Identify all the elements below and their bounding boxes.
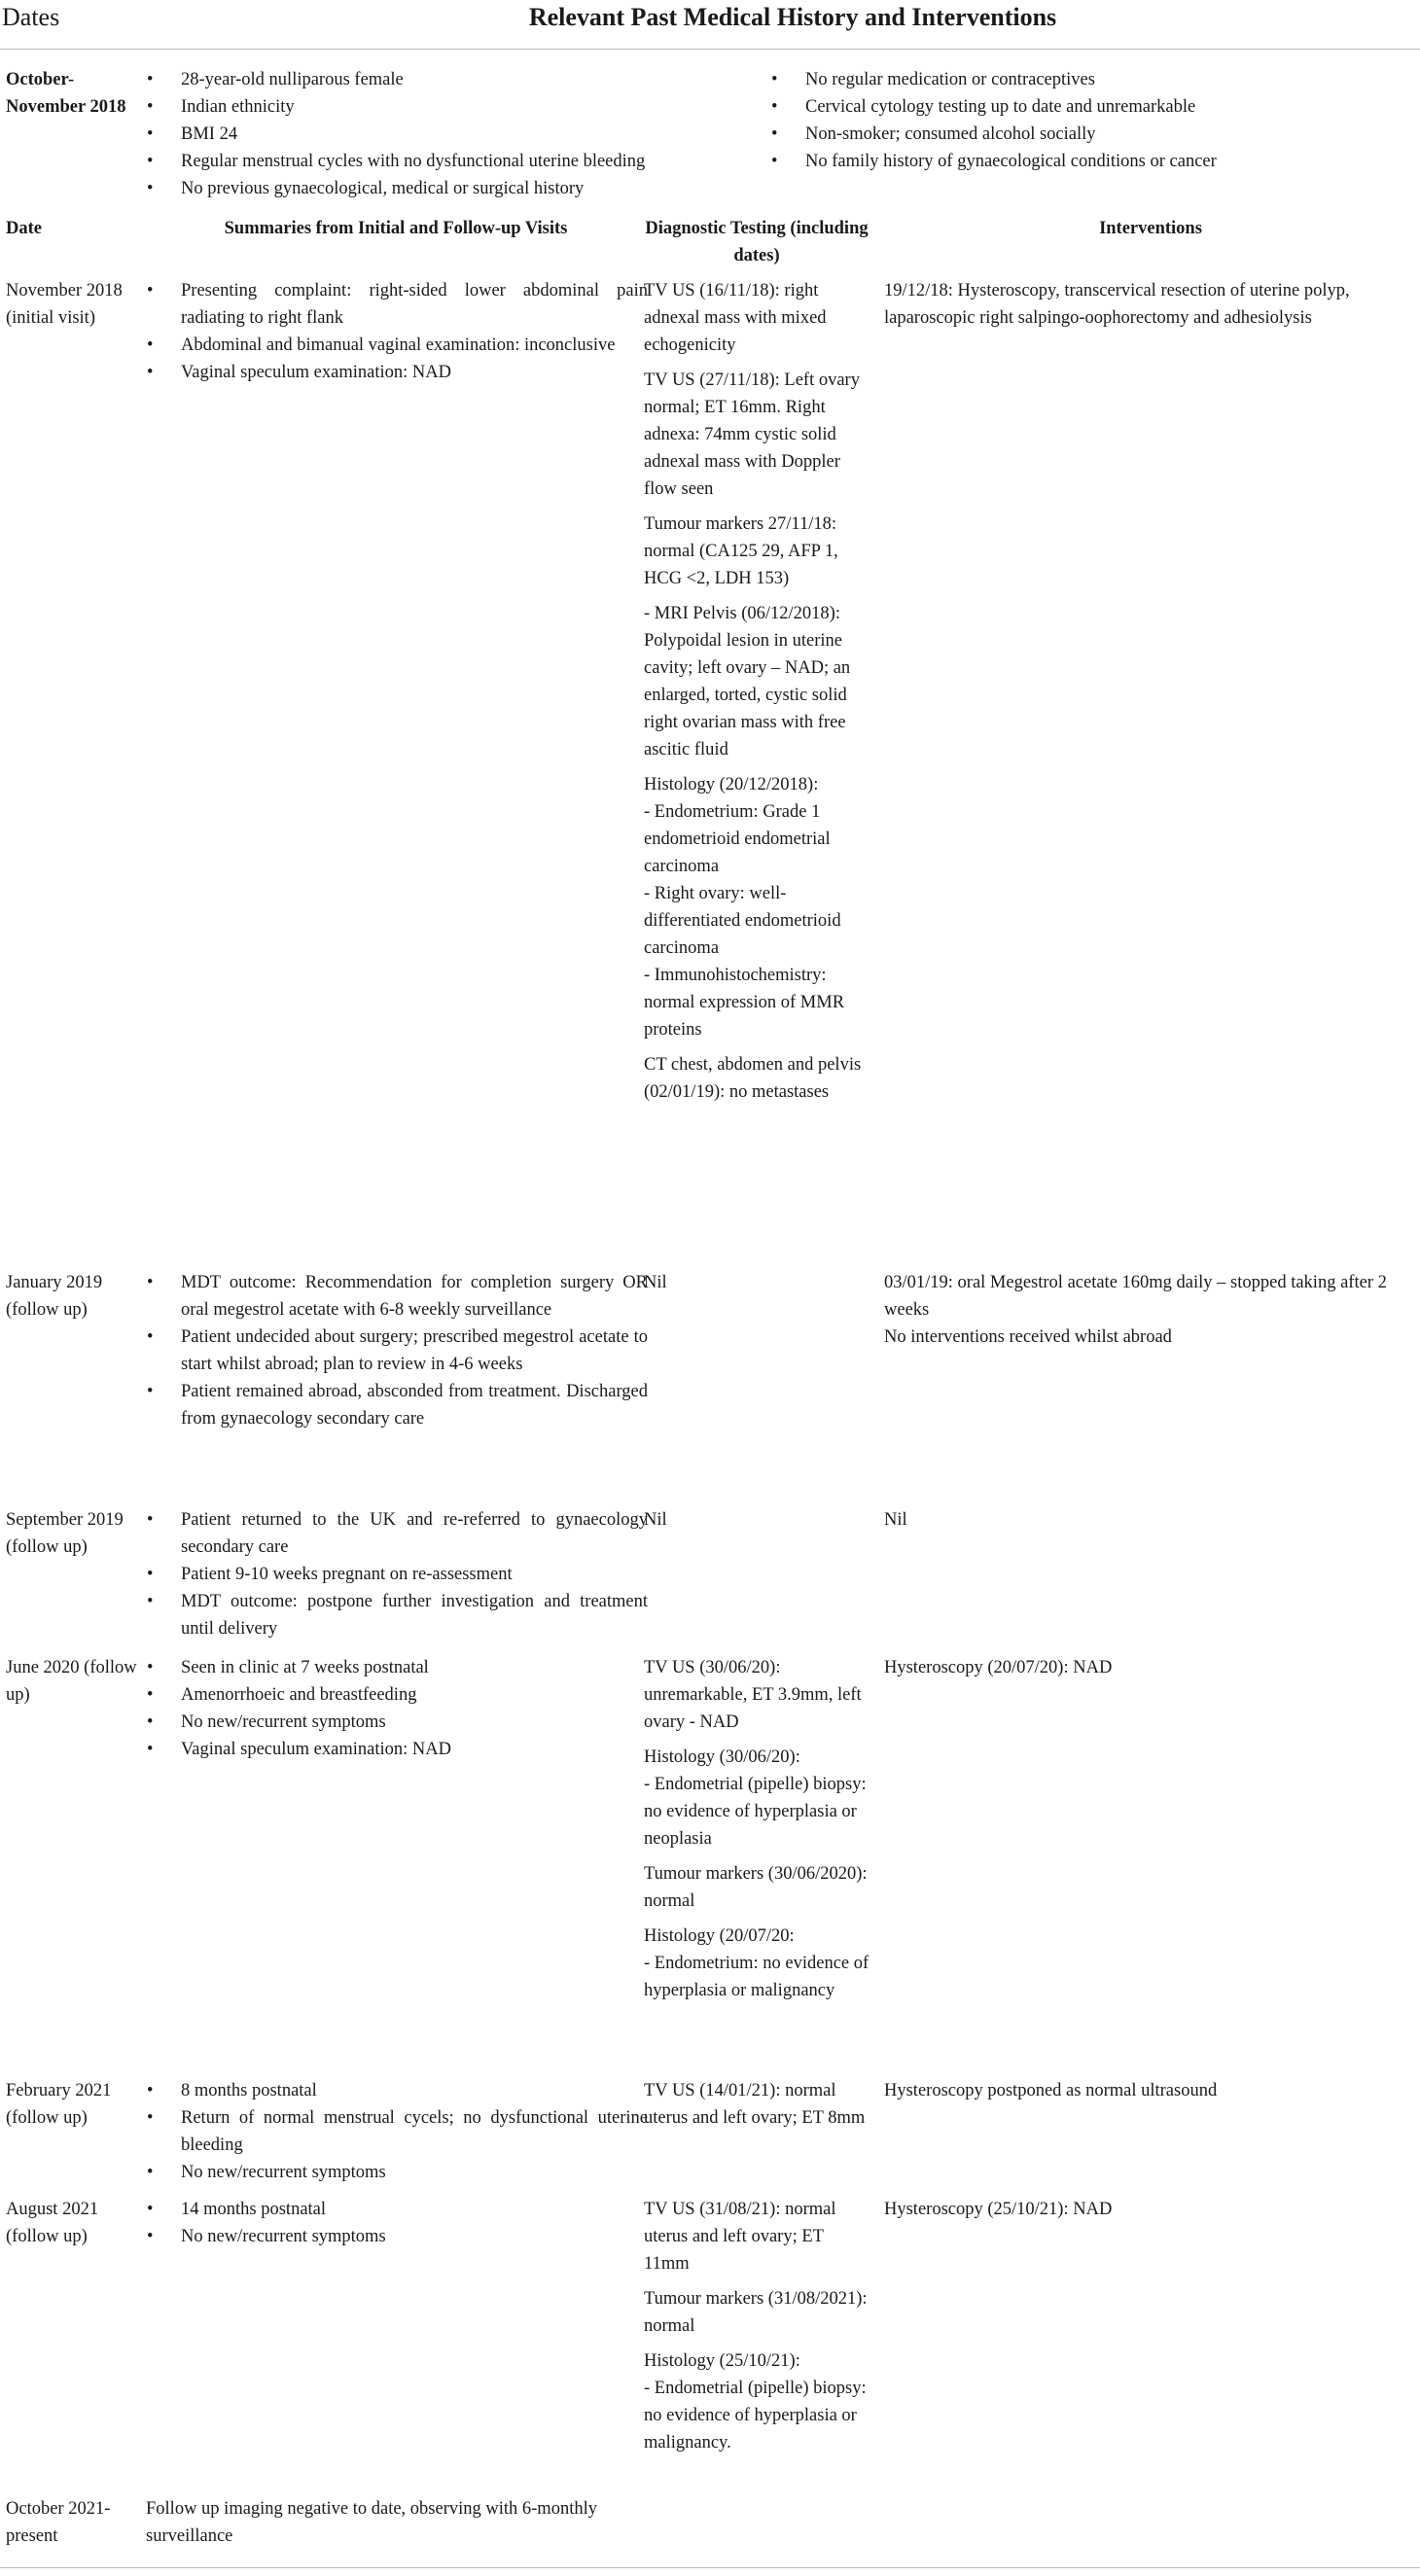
list-item: • Presenting complaint: right-sided lower abdominal pain radiating to right flank <box>144 277 648 332</box>
diagnostic-entry: Nil <box>644 1273 667 1292</box>
row-diagnostics <box>644 1654 870 2004</box>
list-item: • Return of normal menstrual cycels; no dysfunctional uterine bleeding <box>144 2104 648 2159</box>
history-list-left <box>144 66 766 202</box>
row-interventions <box>884 2196 1417 2223</box>
row-diagnostics <box>644 2077 870 2132</box>
list-item: • 14 months postnatal <box>144 2196 648 2223</box>
list-item: • Patient 9-10 weeks pregnant on re-assessment <box>144 1561 648 1588</box>
row-date: January 2019 (follow up) <box>6 1273 103 1320</box>
list-item: • Indian ethnicity <box>144 93 766 121</box>
intervention-entry: No interventions received whilst abroad <box>884 1327 1172 1347</box>
list-item: • Patient remained abroad, absconded from treatment. Discharged from gynaecology secondary care <box>144 1378 648 1432</box>
list-item: • MDT outcome: Recommendation for completion surgery OR oral megestrol acetate with 6-8 weekly surveillance <box>144 1269 648 1323</box>
list-item: • MDT outcome: postpone further investigation and treatment until delivery <box>144 1588 648 1642</box>
row-date: February 2021 (follow up) <box>6 2081 112 2128</box>
row-diagnostics <box>644 1506 870 1534</box>
list-item: • Abdominal and bimanual vaginal examination: inconclusive <box>144 332 648 359</box>
row-summaries <box>144 277 648 386</box>
diagnostic-entry: Tumour markers (31/08/2021): normal <box>644 2289 868 2336</box>
list-item: • Patient returned to the UK and re-referred to gynaecology secondary care <box>144 1506 648 1561</box>
diagnostic-entry: Nil <box>644 1510 667 1530</box>
divider <box>0 49 1420 50</box>
intervention-entry: Hysteroscopy postponed as normal ultrasound <box>884 2081 1218 2100</box>
intervention-entry: Hysteroscopy (20/07/20): NAD <box>884 1658 1113 1677</box>
row-summaries <box>144 2196 648 2250</box>
list-item: • No new/recurrent symptoms <box>144 2159 648 2186</box>
row-diagnostics <box>644 277 870 1106</box>
row-summaries <box>144 1654 648 1763</box>
list-item: • 8 months postnatal <box>144 2077 648 2104</box>
diagnostic-entry: Histology (30/06/20): - Endometrial (pipelle) biopsy: no evidence of hyperplasia or neoplasia <box>644 1747 867 1849</box>
list-item: • No new/recurrent symptoms <box>144 2223 648 2250</box>
row-interventions <box>884 1654 1417 1681</box>
column-header-date: Date <box>6 219 42 238</box>
diagnostic-entry: TV US (27/11/18): Left ovary normal; ET 16mm. Right adnexa: 74mm cystic solid adnexal mass with Doppler flow seen <box>644 371 860 499</box>
diagnostic-entry: TV US (31/08/21): normal uterus and left ovary; ET 11mm <box>644 2200 836 2274</box>
dates-heading: Dates <box>2 3 60 31</box>
history-list-right <box>768 66 1410 175</box>
row-date: June 2020 (follow up) <box>6 1658 137 1705</box>
diagnostic-entry: TV US (16/11/18): right adnexal mass with mixed echogenicity <box>644 281 827 355</box>
list-item: • 28-year-old nulliparous female <box>144 66 766 93</box>
diagnostic-entry: Histology (25/10/21): - Endometrial (pipelle) biopsy: no evidence of hyperplasia or malignancy. <box>644 2351 867 2452</box>
intervention-entry: 19/12/18: Hysteroscopy, transcervical resection of uterine polyp, laparoscopic right salpingo-oophorectomy and adhesiolysis <box>884 281 1350 328</box>
list-item: • Non-smoker; consumed alcohol socially <box>768 121 1410 148</box>
list-item: • BMI 24 <box>144 121 766 148</box>
column-header-diagnostic: Diagnostic Testing (including dates) <box>645 219 869 265</box>
row-date: September 2019 (follow up) <box>6 1510 124 1557</box>
diagnostic-entry: - MRI Pelvis (06/12/2018): Polypoidal lesion in uterine cavity; left ovary – NAD; an enlarged, torted, cystic solid right ovarian mass with free ascitic fluid <box>644 604 851 759</box>
row-diagnostics <box>644 1269 870 1296</box>
intervention-entry: Hysteroscopy (25/10/21): NAD <box>884 2200 1113 2219</box>
list-item: • Vaginal speculum examination: NAD <box>144 1736 648 1763</box>
column-header-summaries: Summaries from Initial and Follow-up Visits <box>224 219 568 238</box>
list-item: • No regular medication or contraceptives <box>768 66 1410 93</box>
diagnostic-entry: TV US (30/06/20): unremarkable, ET 3.9mm, left ovary - NAD <box>644 1658 862 1732</box>
column-header-interventions: Interventions <box>1099 219 1202 238</box>
row-date: November 2018 (initial visit) <box>6 281 123 328</box>
list-item: • Cervical cytology testing up to date and unremarkable <box>768 93 1410 121</box>
table-header <box>0 0 1420 41</box>
list-item: • Seen in clinic at 7 weeks postnatal <box>144 1654 648 1681</box>
row-date: August 2021 (follow up) <box>6 2200 99 2246</box>
row-interventions <box>884 2077 1417 2104</box>
diagnostic-entry: CT chest, abdomen and pelvis (02/01/19): no metastases <box>644 1055 862 1102</box>
divider <box>0 2567 1420 2568</box>
row-interventions <box>884 1269 1417 1351</box>
row-summaries <box>144 1269 648 1432</box>
list-item: • No previous gynaecological, medical or surgical history <box>144 175 766 202</box>
row-summaries <box>144 2077 648 2186</box>
diagnostic-entry: Tumour markers (30/06/2020): normal <box>644 1864 868 1911</box>
diagnostic-entry: Histology (20/12/2018): - Endometrium: Grade 1 endometrioid endometrial carcinoma - Right ovary: well-differentiated endometrioid carcinoma - Immunohistochemistry: normal expression of MMR proteins <box>644 775 845 1040</box>
diagnostic-entry: Histology (20/07/20: - Endometrium: no evidence of hyperplasia or malignancy <box>644 1926 870 2000</box>
table-title: Relevant Past Medical History and Interventions <box>528 3 1057 31</box>
list-item: • Vaginal speculum examination: NAD <box>144 359 648 386</box>
list-item: • Amenorrhoeic and breastfeeding <box>144 1681 648 1709</box>
history-date: October-November 2018 <box>6 70 126 117</box>
row-diagnostics <box>644 2196 870 2456</box>
intervention-entry: 03/01/19: oral Megestrol acetate 160mg daily – stopped taking after 2 weeks <box>884 1273 1387 1320</box>
row-interventions <box>884 1506 1417 1534</box>
final-note: Follow up imaging negative to date, observing with 6-monthly surveillance <box>146 2499 597 2546</box>
list-item: • Regular menstrual cycles with no dysfunctional uterine bleeding <box>144 148 766 175</box>
list-item: • Patient undecided about surgery; prescribed megestrol acetate to start whilst abroad; plan to review in 4-6 weeks <box>144 1323 648 1378</box>
diagnostic-entry: Tumour markers 27/11/18: normal (CA125 29, AFP 1, HCG <2, LDH 153) <box>644 514 838 588</box>
list-item: • No new/recurrent symptoms <box>144 1709 648 1736</box>
row-summaries <box>144 1506 648 1642</box>
row-date: October 2021-present <box>6 2499 111 2546</box>
list-item: • No family history of gynaecological conditions or cancer <box>768 148 1410 175</box>
intervention-entry: Nil <box>884 1510 907 1530</box>
row-interventions <box>884 277 1417 332</box>
diagnostic-entry: TV US (14/01/21): normal uterus and left ovary; ET 8mm <box>644 2081 866 2128</box>
